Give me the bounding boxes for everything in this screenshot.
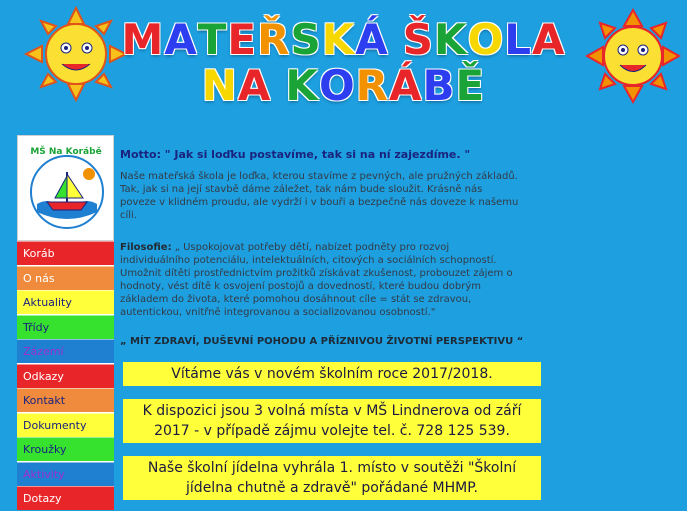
- nav-item-dotazy[interactable]: Dotazy: [17, 486, 114, 510]
- title-letter: Á: [355, 15, 389, 64]
- title-letter: T: [197, 15, 228, 64]
- title-letter: L: [504, 15, 533, 64]
- main-content: [120, 140, 540, 500]
- nav-item-aktuality[interactable]: Aktuality: [17, 290, 114, 314]
- logo-text: MŠ Na Korábě: [30, 147, 102, 157]
- title-letter: Š: [402, 15, 435, 64]
- nav-item-o nás[interactable]: O nás: [17, 266, 114, 290]
- title-letter: O: [467, 15, 505, 64]
- philosophy-paragraph: [120, 241, 520, 319]
- philosophy-label: Filosofie:: [120, 242, 172, 253]
- logo-box[interactable]: [17, 135, 114, 241]
- title-letter: Ř: [257, 15, 291, 64]
- title-letter: O: [318, 61, 356, 110]
- title-letter: M: [121, 15, 165, 64]
- title-letter: N: [201, 61, 238, 110]
- title-letter: S: [290, 15, 322, 64]
- title-letter: [389, 16, 403, 64]
- nav-item-třídy[interactable]: Třídy: [17, 315, 114, 339]
- sidebar: [17, 135, 114, 505]
- site-title-line2: [0, 62, 687, 110]
- nav-item-kroužky[interactable]: Kroužky: [17, 437, 114, 461]
- logo-text-arc: [18, 136, 115, 166]
- title-letter: A: [532, 15, 566, 64]
- title-letter: Ě: [455, 61, 486, 110]
- nav-item-aktivity[interactable]: Aktivity: [17, 462, 114, 486]
- nav-item-kontakt[interactable]: Kontakt: [17, 388, 114, 412]
- title-letter: A: [237, 61, 272, 110]
- notice-welcome: Vítáme vás v novém školním roce 2017/2018.: [123, 362, 541, 386]
- philosophy-text: „ Uspokojovat potřeby dětí, nabízet podněty pro rozvoj individuálního potenciálu, intelektuálních, citových a sociálních schopností. Umožnit dítěti prostřednictvím prožitků získávat zkušenost, probouzet zájem o hodnoty, vést dítě k osvojení postojů a dovedností, které budou dobrým základem do života, které pomohou dosáhnout cíle = stát se zdravou, autentickou, vnitřně integrovanou a socializovanou osobností.": [120, 242, 513, 318]
- title-letter: A: [164, 15, 198, 64]
- notice-canteen-award: Naše školní jídelna vyhrála 1. místo v soutěži "Školní jídelna chutně a zdravě" pořádané MHMP.: [123, 456, 541, 500]
- nav-item-zázemí[interactable]: Zázemí: [17, 339, 114, 363]
- motto-text: Motto: " Jak si loďku postavíme, tak si na ní zajezdíme. ": [120, 148, 471, 161]
- title-letter: R: [355, 61, 390, 110]
- title-letter: K: [434, 15, 468, 64]
- title-letter: K: [321, 15, 356, 64]
- title-letter: E: [227, 15, 258, 64]
- notice-free-places: K dispozici jsou 3 volná místa v MŠ Lindnerova od září 2017 - v případě zájmu volejte tel. č. 728 125 539.: [123, 399, 541, 443]
- intro-paragraph: Naše mateřská škola je loďka, kterou stavíme z pevných, ale pružných základů. Tak, jak si na její stavbě dáme záležet, tak nám bude sloužit. Krásně nás poveze v klidném proudu, ale vydrží i v bouři a bezpečně nás doveze k našemu cíli.: [120, 171, 519, 221]
- title-letter: [271, 62, 285, 110]
- nav-item-dokumenty[interactable]: Dokumenty: [17, 413, 114, 437]
- title-letter: K: [285, 61, 319, 110]
- title-letter: B: [422, 61, 456, 110]
- slogan-text: „ MÍT ZDRAVÍ, DUŠEVNÍ POHODU A PŘÍZNIVOU ŽIVOTNÍ PERSPEKTIVU “: [120, 336, 524, 347]
- nav-item-odkazy[interactable]: Odkazy: [17, 364, 114, 388]
- site-title-line1: [0, 16, 687, 64]
- title-letter: Á: [389, 61, 423, 110]
- nav-item-koráb[interactable]: Koráb: [17, 241, 114, 265]
